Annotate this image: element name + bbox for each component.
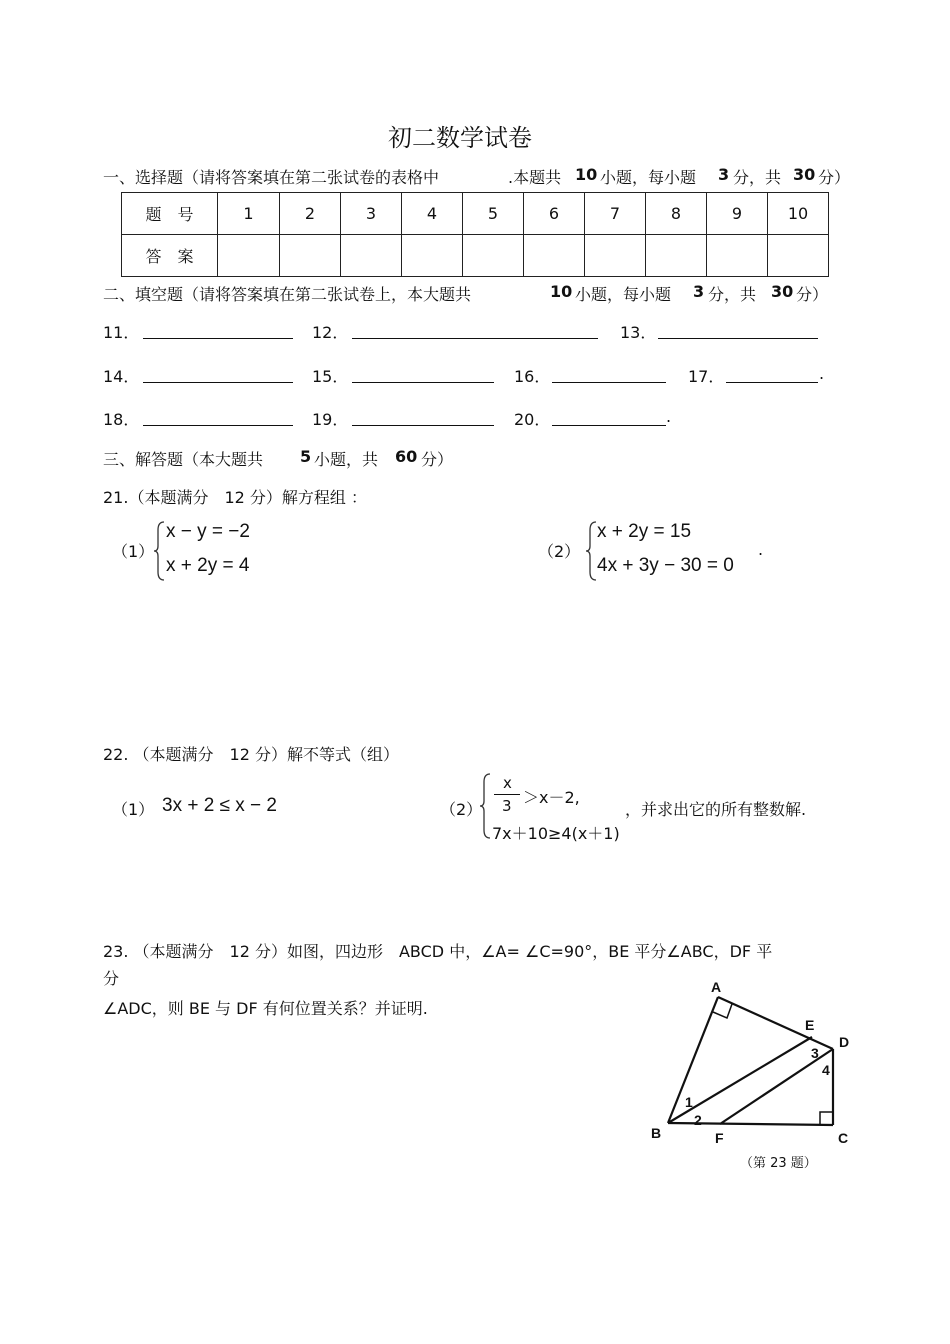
angle-label-2: 2 <box>694 1112 702 1128</box>
q22-part1-expr: 3x + 2 ≤ x − 2 <box>162 795 277 816</box>
section1-text-e: 分） <box>818 168 851 187</box>
q23-line2: 分 <box>103 969 120 988</box>
blank-line-17[interactable] <box>726 382 818 383</box>
question-number-cell: 2 <box>280 193 341 235</box>
answer-cell[interactable] <box>768 235 829 277</box>
blank-line-16[interactable] <box>552 382 666 383</box>
blank-label-12: 12． <box>312 323 349 342</box>
answer-row <box>122 235 829 277</box>
blank-line-20[interactable] <box>552 425 666 426</box>
q22-part2-tail: ，并求出它的所有整数解. <box>625 800 807 819</box>
angle-label-3: 3 <box>811 1045 819 1061</box>
section2-text-d: 分，共 <box>708 285 757 304</box>
section1-text-a: 一、选择题（请将答案填在第二张试卷的表格中 <box>103 168 440 187</box>
row-header-answer: 答 案 <box>122 235 218 277</box>
section2-per: 3 <box>693 282 705 301</box>
section3-text-a: 三、解答题（本大题共 <box>103 450 264 469</box>
question-number-cell: 10 <box>768 193 829 235</box>
blank-label-15: 15． <box>312 367 349 386</box>
point-label-c: C <box>838 1130 849 1146</box>
section2-text-a: 二、填空题（请将答案填在第二张试卷上，本大题共 <box>103 285 472 304</box>
period-20: . <box>666 407 672 426</box>
section2-text-c: 小题，每小题 <box>575 285 672 304</box>
section1-text-d: 分，共 <box>733 168 782 187</box>
question-number-cell: 1 <box>218 193 280 235</box>
q22-part2-numerator: x <box>503 774 512 792</box>
answer-cell[interactable] <box>218 235 280 277</box>
q21-part1-brace <box>154 520 166 582</box>
point-label-d: D <box>839 1034 850 1050</box>
segment-bc <box>668 1123 833 1125</box>
q22-part1-label: （1） <box>112 800 155 819</box>
question-number-cell: 8 <box>646 193 707 235</box>
angle-label-1: 1 <box>685 1094 693 1110</box>
answer-cell[interactable] <box>341 235 402 277</box>
segment-ad <box>718 997 833 1049</box>
right-angle-c <box>820 1112 833 1125</box>
blank-label-20: 20． <box>514 410 551 429</box>
q21-part1-label: （1） <box>112 542 155 561</box>
answer-cell[interactable] <box>463 235 524 277</box>
blank-line-13[interactable] <box>658 338 818 339</box>
answer-cell[interactable] <box>585 235 646 277</box>
point-label-b: B <box>651 1125 662 1141</box>
point-label-a: A <box>711 979 722 995</box>
question-number-cell: 6 <box>524 193 585 235</box>
section1-text-c: 小题，每小题 <box>600 168 697 187</box>
angle-label-4: 4 <box>822 1062 830 1078</box>
q21-part2-eq1: x + 2y = 15 <box>597 521 692 542</box>
q22-part2-eq2: 7x＋10≥4(x＋1) <box>492 824 620 843</box>
blank-label-16: 16． <box>514 367 551 386</box>
section2-total: 30 <box>771 282 794 301</box>
blank-line-15[interactable] <box>352 382 494 383</box>
question-number-cell: 5 <box>463 193 524 235</box>
section3-count: 5 <box>300 447 312 466</box>
blank-label-18: 18． <box>103 410 140 429</box>
blank-line-12[interactable] <box>352 338 598 339</box>
right-angle-a <box>713 1004 732 1018</box>
question-number-row <box>122 193 829 235</box>
blank-label-14: 14． <box>103 367 140 386</box>
blank-label-19: 19． <box>312 410 349 429</box>
q22-part2-label: （2） <box>440 800 483 819</box>
answer-cell[interactable] <box>646 235 707 277</box>
section1-per: 3 <box>718 165 730 184</box>
q22-header: 22. （本题满分 12 分）解不等式（组） <box>103 745 399 764</box>
q22-fraction-bar <box>494 794 520 795</box>
section3-text-c: 小题，共 <box>314 450 379 469</box>
q21-part2-label: （2） <box>538 542 581 561</box>
answer-cell[interactable] <box>707 235 768 277</box>
answer-cell[interactable] <box>524 235 585 277</box>
blank-line-18[interactable] <box>143 425 293 426</box>
section2-text-e: 分） <box>796 285 829 304</box>
section1-total: 30 <box>793 165 816 184</box>
page-title: 初二数学试卷 <box>388 124 532 152</box>
section1-text-b: .本题共 <box>508 168 562 187</box>
point-label-f: F <box>715 1130 724 1146</box>
blank-label-11: 11． <box>103 323 140 342</box>
question-number-cell: 3 <box>341 193 402 235</box>
q22-part2-denominator: 3 <box>502 797 512 815</box>
blank-line-14[interactable] <box>143 382 293 383</box>
q22-part2-brace <box>480 772 492 840</box>
section3-total: 60 <box>395 447 418 466</box>
q23-figure-caption: （第 23 题） <box>740 1156 817 1171</box>
q21-part1-eq2: x + 2y = 4 <box>166 555 250 576</box>
q21-end-period: . <box>758 540 764 559</box>
question-number-cell: 4 <box>402 193 463 235</box>
answer-cell[interactable] <box>280 235 341 277</box>
q21-part2-eq2: 4x + 3y − 30 = 0 <box>597 555 734 576</box>
section1-count: 10 <box>575 165 598 184</box>
period-17: . <box>819 364 825 383</box>
blank-label-17: 17． <box>688 367 725 386</box>
q21-header: 21.（本题满分 12 分）解方程组 ： <box>103 488 367 507</box>
question-number-cell: 7 <box>585 193 646 235</box>
blank-label-13: 13． <box>620 323 657 342</box>
answer-table <box>121 192 829 277</box>
q21-part1-eq1: x − y = −2 <box>166 521 250 542</box>
segment-ab <box>668 997 718 1123</box>
q23-figure <box>640 975 870 1175</box>
q23-line3: ∠ADC，则 BE 与 DF 有何位置关系？并证明. <box>103 999 428 1018</box>
section3-text-e: 分） <box>421 450 454 469</box>
answer-cell[interactable] <box>402 235 463 277</box>
blank-line-19[interactable] <box>352 425 494 426</box>
blank-line-11[interactable] <box>143 338 293 339</box>
question-number-cell: 9 <box>707 193 768 235</box>
row-header-number: 题 号 <box>122 193 218 235</box>
point-label-e: E <box>805 1017 815 1033</box>
q22-part2-rest1: ＞x－2, <box>523 788 580 807</box>
section2-count: 10 <box>550 282 573 301</box>
q23-line1: 23. （本题满分 12 分）如图，四边形 ABCD 中，∠A= ∠C=90°，BE 平分∠ABC，DF 平 <box>103 942 773 961</box>
